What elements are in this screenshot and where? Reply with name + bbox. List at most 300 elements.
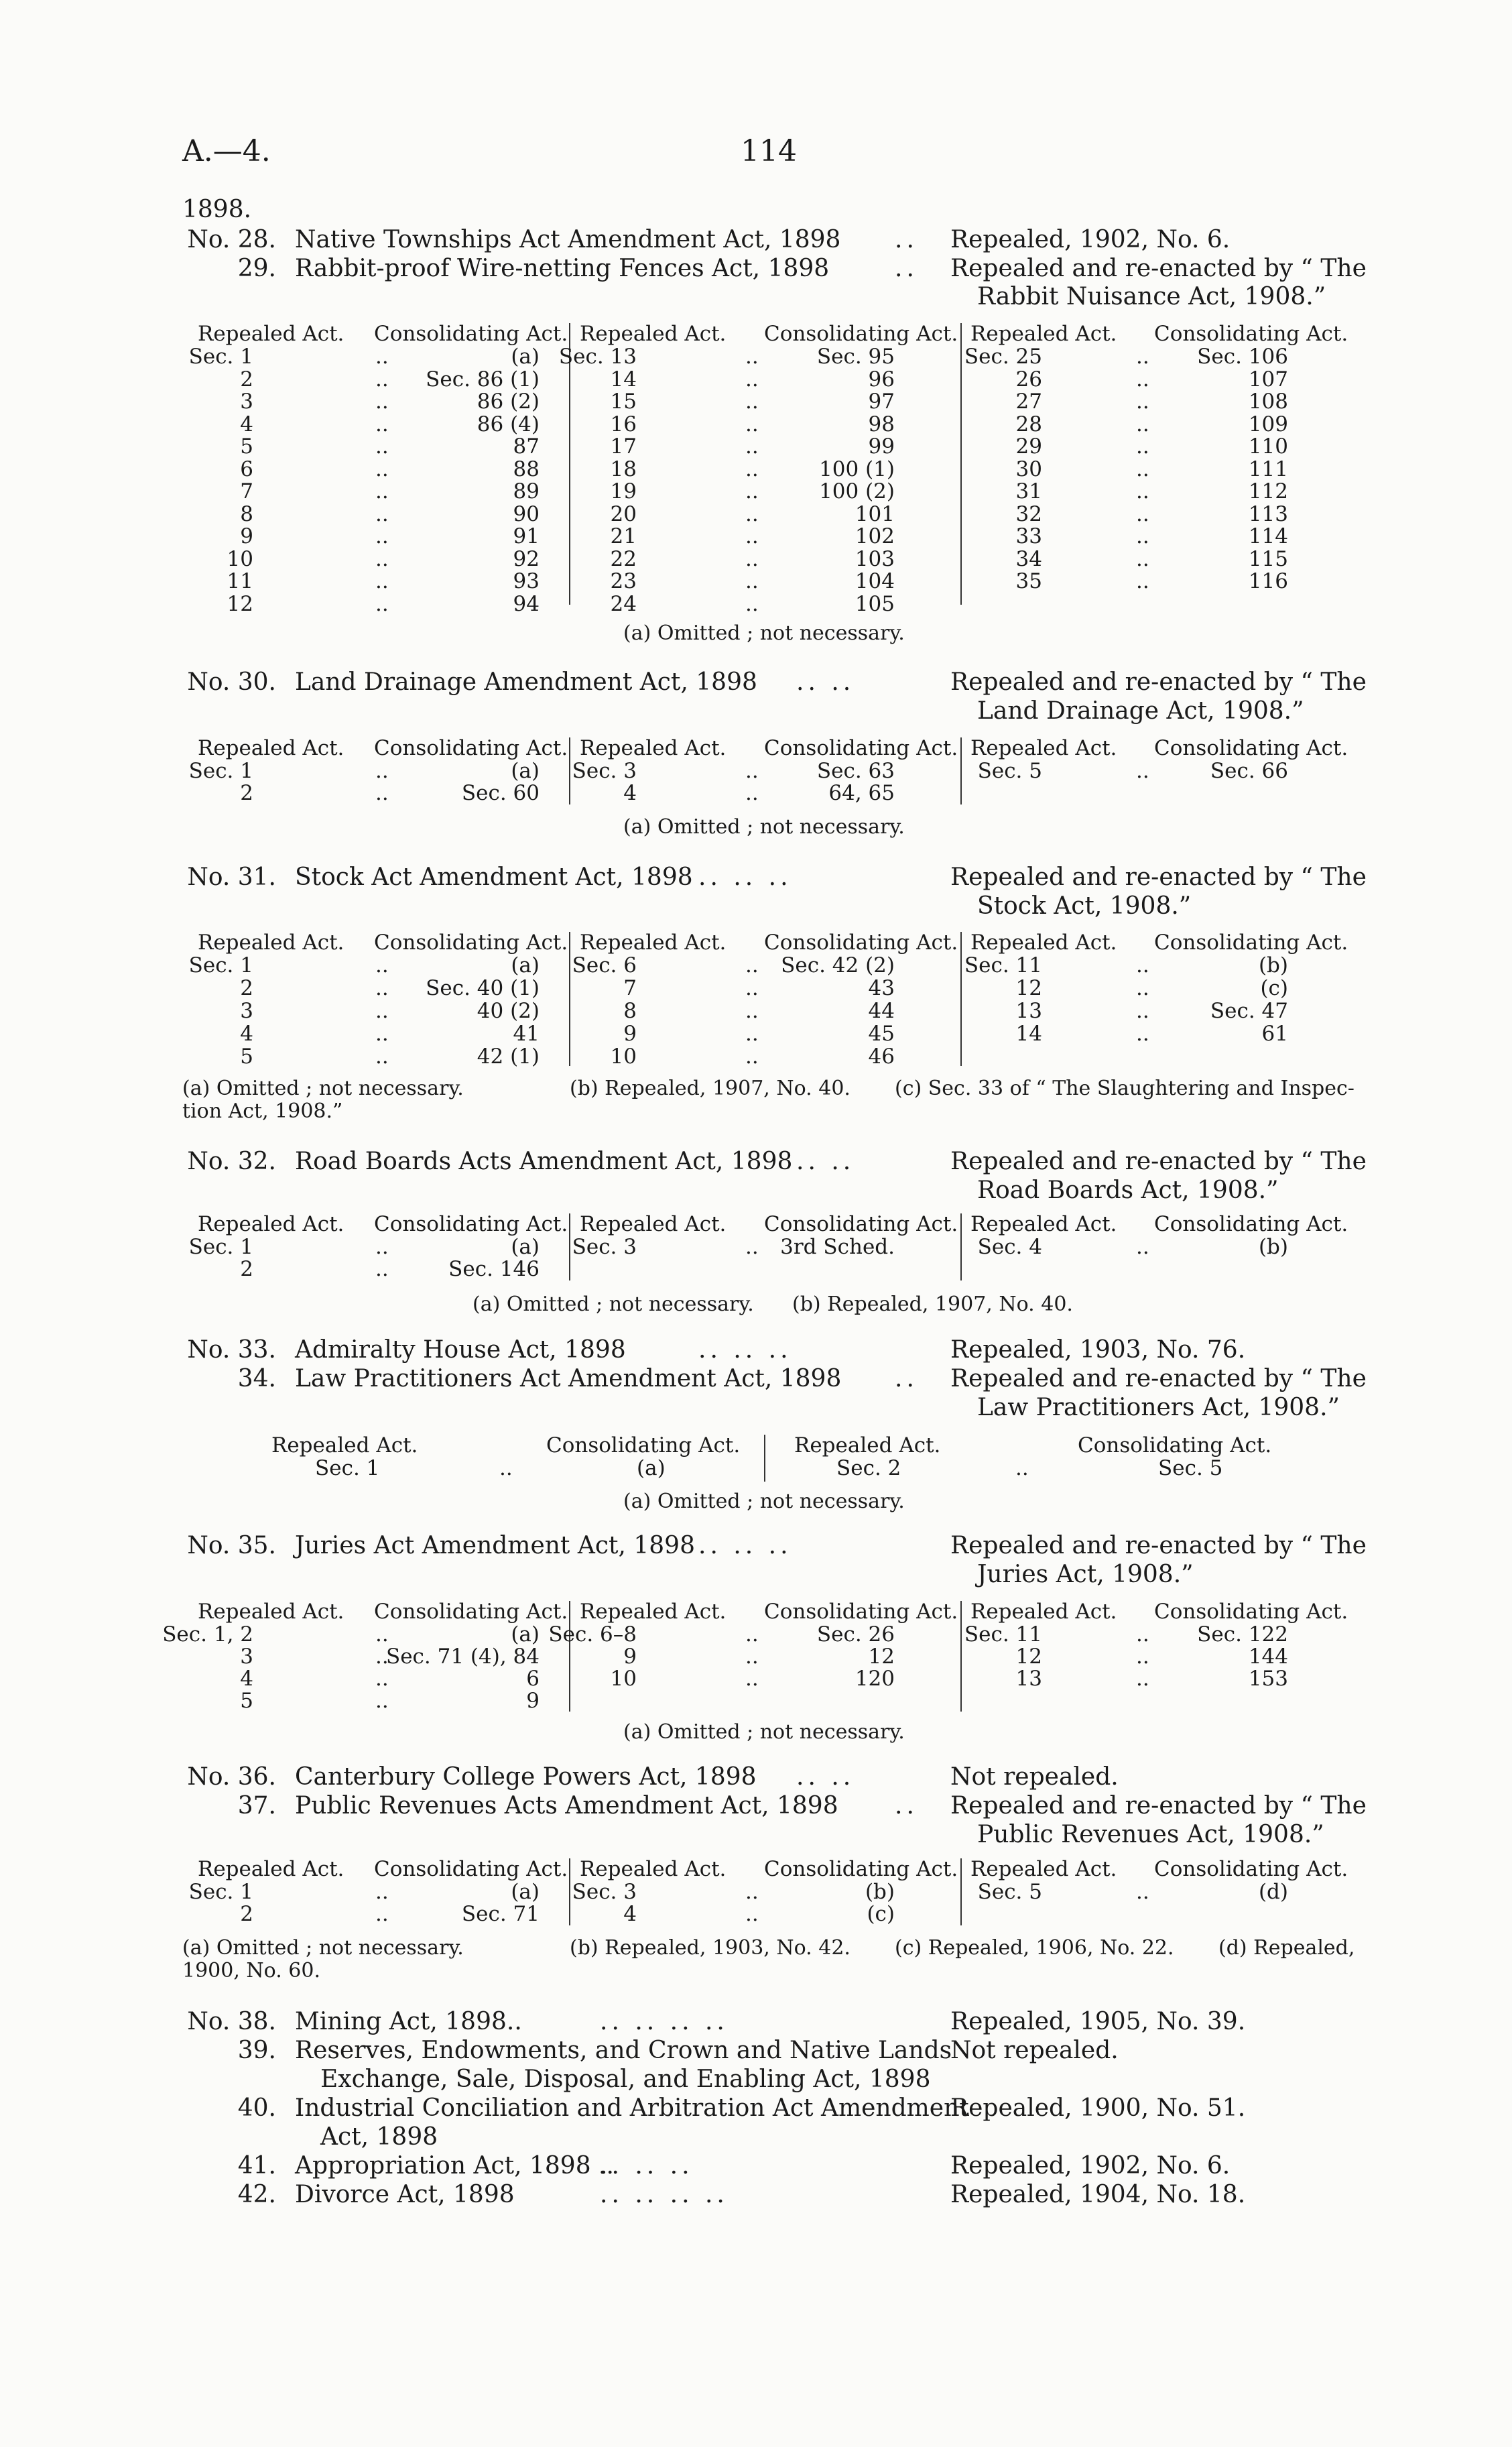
- leader-dots: ..: [375, 759, 389, 783]
- repealed-section: 10: [227, 546, 253, 571]
- consolidating-section: (a): [511, 953, 540, 977]
- leader-dots: ..: [375, 953, 389, 977]
- leader-dots: ..: [1136, 524, 1149, 548]
- consolidating-section: (a): [511, 345, 540, 369]
- repealed-section: 4: [623, 1902, 637, 1926]
- consolidating-section: 112: [1248, 479, 1288, 503]
- leader-dots: ..: [375, 1667, 389, 1691]
- consolidating-section: Sec. 122: [1197, 1622, 1288, 1647]
- repealed-section: 10: [610, 1667, 637, 1691]
- consolidating-section: 86 (4): [477, 412, 540, 436]
- consolidating-section: 110: [1248, 434, 1288, 459]
- leader-dots: ..: [745, 434, 759, 459]
- leader-dots: ..: [745, 1667, 759, 1691]
- repealed-section: 2: [240, 367, 253, 392]
- table-footnote: (a) Omitted ; not necessary.: [623, 815, 905, 839]
- repealed-section: 23: [610, 569, 637, 593]
- act-status: Repealed, 1905, No. 39.: [950, 2008, 1246, 2035]
- consolidating-section: 64, 65: [828, 781, 895, 805]
- leader-dots: ..: [375, 434, 389, 459]
- repealed-section: 2: [240, 1257, 253, 1281]
- consolidating-section: 92: [513, 546, 540, 571]
- repealed-section: Sec. 1: [315, 1456, 380, 1480]
- leader-dots: ..: [745, 1045, 759, 1069]
- repealed-section: Sec. 3: [572, 759, 637, 783]
- leader-dots: ..: [375, 781, 389, 805]
- col-header: Consolidating Act.: [1154, 1857, 1348, 1881]
- leader-dots: ..: [375, 1689, 389, 1713]
- repealed-section: 24: [610, 591, 637, 616]
- consolidating-section: Sec. 60: [461, 781, 540, 805]
- table-footnote: 1900, No. 60.: [182, 1959, 320, 1982]
- document-code: A.—4.: [182, 134, 271, 168]
- consolidating-section: 108: [1248, 390, 1288, 414]
- repealed-section: Sec. 3: [572, 1880, 637, 1904]
- repealed-section: 7: [240, 479, 253, 503]
- repealed-section: Sec. 1: [188, 759, 253, 783]
- repealed-section: Sec. 1: [188, 953, 253, 977]
- leader-dots: ..: [375, 1235, 389, 1259]
- table-footnote: (b) Repealed, 1907, No. 40.: [570, 1077, 850, 1100]
- consolidating-section: 87: [513, 434, 540, 459]
- consolidating-section: 46: [868, 1045, 895, 1069]
- consolidating-section: Sec. 71: [461, 1902, 540, 1926]
- col-header: Repealed Act.: [970, 1857, 1117, 1881]
- repealed-section: Sec. 1: [188, 345, 253, 369]
- leader-dots: ..: [745, 759, 759, 783]
- leader-dots: ..: [375, 1880, 389, 1904]
- col-header: Consolidating Act.: [374, 1857, 568, 1881]
- consolidating-section: (c): [867, 1902, 895, 1926]
- consolidating-section: (a): [511, 1622, 540, 1647]
- leader-dots: ..: [745, 367, 759, 392]
- leader-dots: ..: [1015, 1456, 1029, 1480]
- consolidating-section: 107: [1248, 367, 1288, 392]
- table-footnote: (b) Repealed, 1903, No. 42.: [570, 1936, 850, 1960]
- page-number: 114: [741, 134, 797, 168]
- act-status-cont-32: Road Boards Act, 1908.”: [977, 1177, 1279, 1204]
- act-number: No. 28.: [187, 226, 276, 253]
- leader-dots: .. .. ..: [600, 2152, 694, 2180]
- col-header: Repealed Act.: [580, 322, 727, 346]
- consolidating-section: 144: [1248, 1645, 1288, 1669]
- consolidating-section: 41: [513, 1022, 540, 1046]
- col-header: Repealed Act.: [271, 1433, 418, 1457]
- leader-dots: ..: [745, 999, 759, 1023]
- consolidating-section: (a): [637, 1456, 666, 1480]
- leader-dots: ..: [1136, 953, 1149, 977]
- consolidating-section: 99: [868, 434, 895, 459]
- act-title: Native Townships Act Amendment Act, 1898: [295, 226, 841, 253]
- leader-dots: ..: [745, 412, 759, 436]
- col-header: Repealed Act.: [580, 1857, 727, 1881]
- leader-dots: ..: [745, 1022, 759, 1046]
- consolidating-section: 6: [526, 1667, 540, 1691]
- column-divider: [764, 1435, 765, 1482]
- leader-dots: ..: [745, 1880, 759, 1904]
- consolidating-section: 100 (2): [819, 479, 895, 503]
- consolidating-section: 96: [868, 367, 895, 392]
- table-footnote: (a) Omitted ; not necessary.: [623, 621, 905, 645]
- col-header: Repealed Act.: [970, 322, 1117, 346]
- act-status: Repealed, 1902, No. 6.: [950, 226, 1231, 253]
- leader-dots: ..: [1136, 1667, 1149, 1691]
- leader-dots: ..: [745, 1902, 759, 1926]
- leader-dots: .. .. ..: [698, 1532, 792, 1559]
- leader-dots: ..: [375, 1622, 389, 1647]
- consolidating-section: 3rd Sched.: [780, 1235, 895, 1259]
- act-status-cont-30: Land Drainage Act, 1908.”: [977, 697, 1304, 725]
- act-status-cont-29: Rabbit Nuisance Act, 1908.”: [977, 283, 1326, 310]
- col-header: Repealed Act.: [580, 1600, 727, 1624]
- leader-dots: ..: [745, 524, 759, 548]
- act-title: Canterbury College Powers Act, 1898: [295, 1763, 757, 1791]
- consolidating-section: 113: [1248, 501, 1288, 526]
- leader-dots: ..: [745, 457, 759, 481]
- leader-dots: ..: [745, 345, 759, 369]
- col-header: Consolidating Act.: [374, 1212, 568, 1236]
- repealed-section: 13: [1015, 1667, 1042, 1691]
- act-title: Stock Act Amendment Act, 1898: [295, 863, 693, 891]
- consolidating-section: Sec. 63: [816, 759, 895, 783]
- leader-dots: ..: [895, 1792, 918, 1819]
- col-header: Consolidating Act.: [1154, 322, 1348, 346]
- table-footnote: (a) Omitted ; not necessary.: [623, 1720, 905, 1744]
- repealed-section: 14: [1015, 1022, 1042, 1046]
- leader-dots: ..: [375, 976, 389, 1000]
- consolidating-section: (a): [511, 759, 540, 783]
- act-title: Juries Act Amendment Act, 1898: [295, 1532, 695, 1559]
- leader-dots: .. ..: [796, 1763, 855, 1791]
- repealed-section: 2: [240, 1902, 253, 1926]
- consolidating-section: 120: [855, 1667, 895, 1691]
- repealed-section: 19: [610, 479, 637, 503]
- repealed-section: 2: [240, 781, 253, 805]
- col-header: Repealed Act.: [198, 322, 344, 346]
- col-header: Consolidating Act.: [374, 1600, 568, 1624]
- act-status: Repealed and re-enacted by “ The: [950, 1365, 1367, 1392]
- consolidating-section: Sec. 5: [1158, 1456, 1223, 1480]
- leader-dots: ..: [375, 501, 389, 526]
- repealed-section: Sec. 1: [188, 1235, 253, 1259]
- repealed-section: 4: [240, 1022, 253, 1046]
- consolidating-section: 94: [513, 591, 540, 616]
- repealed-section: 22: [610, 546, 637, 571]
- col-header: Repealed Act.: [580, 1212, 727, 1236]
- act-status: Repealed, 1903, No. 76.: [950, 1336, 1246, 1364]
- repealed-section: Sec. 1, 2: [162, 1622, 253, 1647]
- act-number: No. 36.: [187, 1763, 276, 1791]
- leader-dots: ..: [375, 999, 389, 1023]
- table-act-31: [0, 931, 1512, 1123]
- act-status-cont-35: Juries Act, 1908.”: [977, 1561, 1194, 1588]
- leader-dots: ..: [1136, 345, 1149, 369]
- repealed-section: 18: [610, 457, 637, 481]
- leader-dots: ..: [745, 390, 759, 414]
- leader-dots: .. ..: [796, 1148, 855, 1175]
- repealed-section: 4: [240, 412, 253, 436]
- repealed-section: 3: [240, 999, 253, 1023]
- repealed-section: Sec. 6–8: [548, 1622, 637, 1647]
- consolidating-section: 44: [868, 999, 895, 1023]
- act-status: Not repealed.: [950, 2037, 1119, 2064]
- act-number: 34.: [237, 1365, 276, 1392]
- leader-dots: ..: [375, 1257, 389, 1281]
- col-header: Repealed Act.: [198, 736, 344, 760]
- col-header: Consolidating Act.: [764, 736, 958, 760]
- consolidating-section: 102: [855, 524, 895, 548]
- leader-dots: ..: [375, 1022, 389, 1046]
- repealed-section: 34: [1015, 546, 1042, 571]
- repealed-section: 15: [610, 390, 637, 414]
- consolidating-section: Sec. 42 (2): [781, 953, 895, 977]
- leader-dots: ..: [745, 953, 759, 977]
- year-heading: 1898.: [182, 196, 252, 223]
- leader-dots: .. .. .. ..: [600, 2181, 729, 2208]
- leader-dots: ..: [375, 412, 389, 436]
- consolidating-section: 115: [1248, 546, 1288, 571]
- leader-dots: ..: [375, 569, 389, 593]
- leader-dots: ..: [375, 390, 389, 414]
- consolidating-section: 101: [855, 501, 895, 526]
- leader-dots: ..: [375, 546, 389, 571]
- act-number: 40.: [237, 2094, 276, 2122]
- repealed-section: 30: [1015, 457, 1042, 481]
- col-header: Consolidating Act.: [764, 322, 958, 346]
- consolidating-section: 90: [513, 501, 540, 526]
- consolidating-section: 88: [513, 457, 540, 481]
- col-header: Repealed Act.: [198, 931, 344, 955]
- leader-dots: ..: [1136, 1880, 1149, 1904]
- repealed-section: 8: [240, 501, 253, 526]
- leader-dots: ..: [745, 569, 759, 593]
- act-status: Repealed and re-enacted by “ The: [950, 668, 1367, 696]
- leader-dots: ..: [375, 345, 389, 369]
- leader-dots: ..: [1136, 999, 1149, 1023]
- repealed-section: 2: [240, 976, 253, 1000]
- consolidating-section: Sec. 47: [1210, 999, 1288, 1023]
- table-footnote: (d) Repealed,: [1218, 1936, 1355, 1960]
- consolidating-section: Sec. 40 (1): [426, 976, 540, 1000]
- consolidating-section: 42 (1): [477, 1045, 540, 1069]
- act-title: Road Boards Acts Amendment Act, 1898: [295, 1148, 793, 1175]
- leader-dots: .. .. .. ..: [600, 2008, 729, 2035]
- table-footnote: (a) Omitted ; not necessary.: [472, 1293, 754, 1316]
- leader-dots: ..: [895, 255, 918, 282]
- repealed-section: 8: [623, 999, 637, 1023]
- repealed-section: 12: [1015, 976, 1042, 1000]
- act-number: 42.: [237, 2181, 276, 2208]
- consolidating-section: 109: [1248, 412, 1288, 436]
- leader-dots: ..: [1136, 479, 1149, 503]
- consolidating-section: (c): [1260, 976, 1288, 1000]
- consolidating-section: 45: [868, 1022, 895, 1046]
- col-header: Repealed Act.: [580, 931, 727, 955]
- act-status: Repealed and re-enacted by “ The: [950, 1792, 1367, 1819]
- repealed-section: 13: [1015, 999, 1042, 1023]
- consolidating-section: 40 (2): [477, 999, 540, 1023]
- table-act-30: [0, 736, 1512, 843]
- col-header: Repealed Act.: [198, 1212, 344, 1236]
- consolidating-section: 105: [855, 591, 895, 616]
- repealed-section: 16: [610, 412, 637, 436]
- consolidating-section: 97: [868, 390, 895, 414]
- consolidating-section: (b): [1258, 1235, 1288, 1259]
- leader-dots: ..: [375, 367, 389, 392]
- act-title: Law Practitioners Act Amendment Act, 1898: [295, 1365, 842, 1392]
- act-status: Repealed and re-enacted by “ The: [950, 255, 1367, 282]
- repealed-section: 3: [240, 390, 253, 414]
- act-title: Rabbit-proof Wire-netting Fences Act, 1898: [295, 255, 830, 282]
- act-status-cont-37: Public Revenues Act, 1908.”: [977, 1821, 1324, 1848]
- repealed-section: 5: [240, 1689, 253, 1713]
- repealed-section: 31: [1015, 479, 1042, 503]
- col-header: Consolidating Act.: [374, 931, 568, 955]
- leader-dots: ..: [1136, 976, 1149, 1000]
- leader-dots: ..: [1136, 367, 1149, 392]
- consolidating-section: Sec. 86 (1): [426, 367, 540, 392]
- repealed-section: 9: [623, 1645, 637, 1669]
- col-header: Consolidating Act.: [1078, 1433, 1272, 1457]
- table-footnote: (b) Repealed, 1907, No. 40.: [792, 1293, 1073, 1316]
- leader-dots: .. ..: [796, 668, 855, 696]
- leader-dots: ..: [1136, 434, 1149, 459]
- table-footnote: (c) Sec. 33 of “ The Slaughtering and Inspec-: [895, 1077, 1354, 1100]
- leader-dots: ..: [1136, 1645, 1149, 1669]
- act-title: Mining Act, 1898..: [295, 2008, 522, 2035]
- consolidating-section: (b): [865, 1880, 895, 1904]
- repealed-section: Sec. 4: [977, 1235, 1042, 1259]
- act-status: Not repealed.: [950, 1763, 1119, 1791]
- leader-dots: ..: [375, 457, 389, 481]
- consolidating-section: 103: [855, 546, 895, 571]
- leader-dots: ..: [745, 546, 759, 571]
- col-header: Consolidating Act.: [1154, 1600, 1348, 1624]
- col-header: Repealed Act.: [970, 1600, 1117, 1624]
- leader-dots: .. .. ..: [698, 1336, 792, 1364]
- act-status-cont-31: Stock Act, 1908.”: [977, 892, 1192, 920]
- leader-dots: ..: [745, 781, 759, 805]
- col-header: Repealed Act.: [580, 736, 727, 760]
- consolidating-section: 153: [1248, 1667, 1288, 1691]
- consolidating-section: Sec. 71 (4), 84: [385, 1645, 540, 1669]
- repealed-section: 10: [610, 1045, 637, 1069]
- act-number: 41.: [237, 2152, 276, 2180]
- act-number: 39.: [237, 2037, 276, 2064]
- act-status: Repealed, 1904, No. 18.: [950, 2181, 1246, 2208]
- consolidating-section: (d): [1258, 1880, 1288, 1904]
- col-header: Consolidating Act.: [546, 1433, 741, 1457]
- repealed-section: 3: [240, 1645, 253, 1669]
- act-title: Public Revenues Acts Amendment Act, 1898: [295, 1792, 838, 1819]
- consolidating-section: 111: [1248, 457, 1288, 481]
- leader-dots: ..: [1136, 1022, 1149, 1046]
- consolidating-section: 43: [868, 976, 895, 1000]
- col-header: Consolidating Act.: [1154, 931, 1348, 955]
- leader-dots: ..: [1136, 412, 1149, 436]
- leader-dots: ..: [895, 1365, 918, 1392]
- repealed-section: 29: [1015, 434, 1042, 459]
- consolidating-section: 61: [1261, 1022, 1288, 1046]
- consolidating-section: Sec. 66: [1210, 759, 1288, 783]
- leader-dots: ..: [1136, 569, 1149, 593]
- leader-dots: .. .. ..: [698, 863, 792, 891]
- act-status: Repealed, 1900, No. 51.: [950, 2094, 1246, 2122]
- repealed-section: Sec. 11: [964, 953, 1042, 977]
- act-status-cont-34: Law Practitioners Act, 1908.”: [977, 1394, 1340, 1421]
- leader-dots: ..: [499, 1456, 513, 1480]
- leader-dots: ..: [745, 976, 759, 1000]
- leader-dots: ..: [375, 524, 389, 548]
- repealed-section: 21: [610, 524, 637, 548]
- repealed-section: 26: [1015, 367, 1042, 392]
- consolidating-section: 116: [1248, 569, 1288, 593]
- col-header: Consolidating Act.: [764, 1857, 958, 1881]
- leader-dots: ..: [745, 501, 759, 526]
- repealed-section: 5: [240, 1045, 253, 1069]
- act-title: Reserves, Endowments, and Crown and Native Lands: [295, 2037, 952, 2064]
- repealed-section: 9: [623, 1022, 637, 1046]
- consolidating-section: 114: [1248, 524, 1288, 548]
- consolidating-section: Sec. 146: [448, 1257, 540, 1281]
- act-number: No. 38.: [187, 2008, 276, 2035]
- leader-dots: ..: [1136, 390, 1149, 414]
- repealed-section: Sec. 3: [572, 1235, 637, 1259]
- repealed-section: 5: [240, 434, 253, 459]
- repealed-section: 20: [610, 501, 637, 526]
- consolidating-section: Sec. 106: [1197, 345, 1288, 369]
- repealed-section: 12: [227, 591, 253, 616]
- repealed-section: Sec. 13: [558, 345, 637, 369]
- table-footnote: (a) Omitted ; not necessary.: [182, 1936, 464, 1960]
- act-status: Repealed and re-enacted by “ The: [950, 863, 1367, 891]
- table-act-37: [0, 1857, 1512, 1982]
- act-number: No. 33.: [187, 1336, 276, 1364]
- table-act-34: [0, 1433, 1512, 1520]
- act-title: Land Drainage Amendment Act, 1898: [295, 668, 757, 696]
- repealed-section: Sec. 11: [964, 1622, 1042, 1647]
- table-act-29: [0, 322, 1512, 644]
- act-title: Admiralty House Act, 1898: [295, 1336, 626, 1364]
- act-status: Repealed and re-enacted by “ The: [950, 1148, 1367, 1175]
- consolidating-section: 104: [855, 569, 895, 593]
- consolidating-section: 91: [513, 524, 540, 548]
- repealed-section: Sec. 6: [572, 953, 637, 977]
- col-header: Repealed Act.: [198, 1600, 344, 1624]
- repealed-section: 4: [623, 781, 637, 805]
- consolidating-section: 9: [526, 1689, 540, 1713]
- table-footnote: (a) Omitted ; not necessary.: [623, 1490, 905, 1513]
- leader-dots: ..: [745, 479, 759, 503]
- leader-dots: ..: [745, 1622, 759, 1647]
- consolidating-section: 93: [513, 569, 540, 593]
- leader-dots: ..: [1136, 501, 1149, 526]
- col-header: Consolidating Act.: [764, 1600, 958, 1624]
- leader-dots: ..: [375, 1902, 389, 1926]
- repealed-section: 4: [240, 1667, 253, 1691]
- consolidating-section: Sec. 26: [816, 1622, 895, 1647]
- leader-dots: ..: [745, 1645, 759, 1669]
- repealed-section: 11: [227, 569, 253, 593]
- repealed-section: 35: [1015, 569, 1042, 593]
- consolidating-section: 98: [868, 412, 895, 436]
- leader-dots: ..: [375, 1645, 389, 1669]
- act-title: Appropriation Act, 1898 ..: [295, 2152, 614, 2180]
- repealed-section: Sec. 25: [964, 345, 1042, 369]
- col-header: Consolidating Act.: [1154, 1212, 1348, 1236]
- consolidating-section: 12: [868, 1645, 895, 1669]
- act-title-cont: Exchange, Sale, Disposal, and Enabling Act, 1898: [320, 2066, 931, 2093]
